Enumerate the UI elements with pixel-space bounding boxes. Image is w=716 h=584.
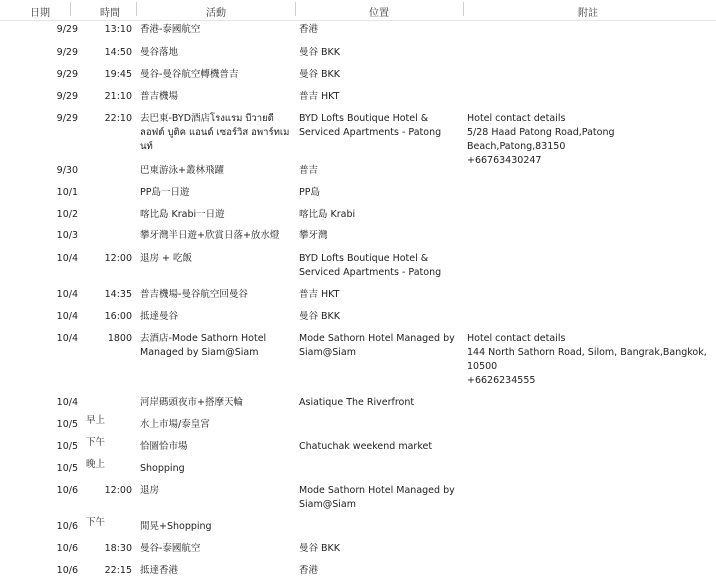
date-cell: 10/4	[56, 333, 78, 344]
date-cell: 10/5	[56, 419, 78, 430]
location-cell: 香港	[299, 565, 319, 576]
time-cell: 1800	[107, 333, 132, 344]
activity-cell: 曼谷落地	[140, 47, 179, 58]
header-divider	[136, 2, 137, 16]
date-cell: 10/1	[56, 187, 78, 198]
date-cell: 9/29	[56, 69, 78, 80]
date-cell: 9/29	[56, 47, 78, 58]
location-cell: Chatuchak weekend market	[299, 441, 433, 452]
date-cell: 10/2	[56, 209, 78, 220]
date-cell: 10/4	[56, 311, 78, 322]
time-cell: 下午	[86, 517, 106, 528]
activity-cell: 水上市場/泰皇宮	[140, 419, 210, 430]
header-divider	[463, 2, 464, 16]
location-cell: PP島	[299, 187, 320, 198]
date-cell: 10/3	[56, 230, 78, 241]
header-location: 位置	[369, 8, 389, 19]
time-cell: 晚上	[86, 459, 106, 470]
location-cell: 曼谷 BKK	[299, 311, 340, 322]
date-cell: 10/6	[56, 485, 78, 496]
time-cell: 16:00	[104, 311, 132, 322]
date-cell: 10/5	[56, 441, 78, 452]
time-cell: 22:15	[104, 565, 132, 576]
activity-cell: 抵達香港	[140, 565, 179, 576]
header-time: 時間	[100, 8, 120, 19]
table-header	[0, 0, 716, 22]
date-cell: 10/4	[56, 289, 78, 300]
date-cell: 10/5	[56, 463, 78, 474]
time-cell: 12:00	[104, 253, 132, 264]
activity-cell: 普吉機場-曼谷航空回曼谷	[140, 289, 248, 300]
activity-cell: 普吉機場	[140, 91, 179, 102]
location-cell: BYD Lofts Boutique Hotel & Serviced Apartments - Patong	[299, 113, 442, 138]
activity-cell: 抵達曼谷	[140, 311, 179, 322]
date-cell: 10/6	[56, 543, 78, 554]
activity-cell: 去巴東-BYD酒店โรงแรม บีวายดี ลอฟต์ บูติค แอนด์ เซอร์วิส อพาร์ทเมนท์	[140, 113, 290, 152]
location-cell: 曼谷 BKK	[299, 543, 340, 554]
activity-cell: 喀比島 Krabi一日遊	[140, 209, 225, 220]
time-cell: 12:00	[104, 485, 132, 496]
header-notes: 附註	[578, 8, 598, 19]
header-rule	[0, 20, 716, 21]
activity-cell: 退房 + 吃飯	[140, 253, 192, 264]
activity-cell: 退房	[140, 485, 160, 496]
date-cell: 10/4	[56, 397, 78, 408]
activity-cell: 曼谷-泰國航空	[140, 543, 201, 554]
time-cell: 19:45	[104, 69, 132, 80]
location-cell: 攀牙灣	[299, 230, 328, 241]
date-cell: 9/30	[56, 165, 78, 176]
activity-cell: Shopping	[140, 463, 185, 474]
activity-cell: 河岸碼頭夜市+搭摩天輪	[140, 397, 243, 408]
date-cell: 9/29	[56, 91, 78, 102]
activity-cell: 攀牙灣半日遊+欣賞日落+放水燈	[140, 230, 280, 241]
date-cell: 10/6	[56, 565, 78, 576]
header-date: 日期	[30, 8, 50, 19]
date-cell: 9/29	[56, 113, 78, 124]
header-divider	[295, 2, 296, 16]
location-cell: 普吉 HKT	[299, 289, 340, 300]
header-divider	[70, 2, 71, 16]
date-cell: 10/6	[56, 521, 78, 532]
time-cell: 早上	[86, 415, 106, 426]
activity-cell: 去酒店-Mode Sathorn Hotel Managed by Siam@Siam	[140, 333, 267, 358]
location-cell: Asiatique The Riverfront	[299, 397, 415, 408]
time-cell: 21:10	[104, 91, 132, 102]
notes-cell: Hotel contact details 5/28 Haad Patong Road,Patong Beach,Patong,83150 +66763430247	[467, 113, 615, 166]
location-cell: 香港	[299, 24, 319, 35]
location-cell: BYD Lofts Boutique Hotel & Serviced Apartments - Patong	[299, 253, 442, 278]
activity-cell: 曼谷-曼谷航空轉機普吉	[140, 69, 239, 80]
activity-cell: 恰圖恰市場	[140, 441, 188, 452]
date-cell: 10/4	[56, 253, 78, 264]
activity-cell: 香港-泰國航空	[140, 24, 201, 35]
time-cell: 13:10	[104, 24, 132, 35]
location-cell: Mode Sathorn Hotel Managed by Siam@Siam	[299, 485, 455, 510]
activity-cell: 閒晃+Shopping	[140, 521, 212, 532]
activity-cell: PP島一日遊	[140, 187, 190, 198]
time-cell: 14:35	[104, 289, 132, 300]
time-cell: 下午	[86, 437, 106, 448]
location-cell: 喀比島 Krabi	[299, 209, 356, 220]
time-cell: 14:50	[104, 47, 132, 58]
location-cell: 曼谷 BKK	[299, 47, 340, 58]
activity-cell: 巴東游泳+叢林飛躍	[140, 165, 224, 176]
location-cell: 曼谷 BKK	[299, 69, 340, 80]
notes-cell: Hotel contact details 144 North Sathorn Road, Silom, Bangrak,Bangkok, 10500 +6626234555	[467, 333, 707, 386]
time-cell: 18:30	[104, 543, 132, 554]
location-cell: 普吉 HKT	[299, 91, 340, 102]
location-cell: 普吉	[299, 165, 319, 176]
header-activity: 活動	[206, 8, 226, 19]
time-cell: 22:10	[104, 113, 132, 124]
location-cell: Mode Sathorn Hotel Managed by Siam@Siam	[299, 333, 455, 358]
date-cell: 9/29	[56, 24, 78, 35]
